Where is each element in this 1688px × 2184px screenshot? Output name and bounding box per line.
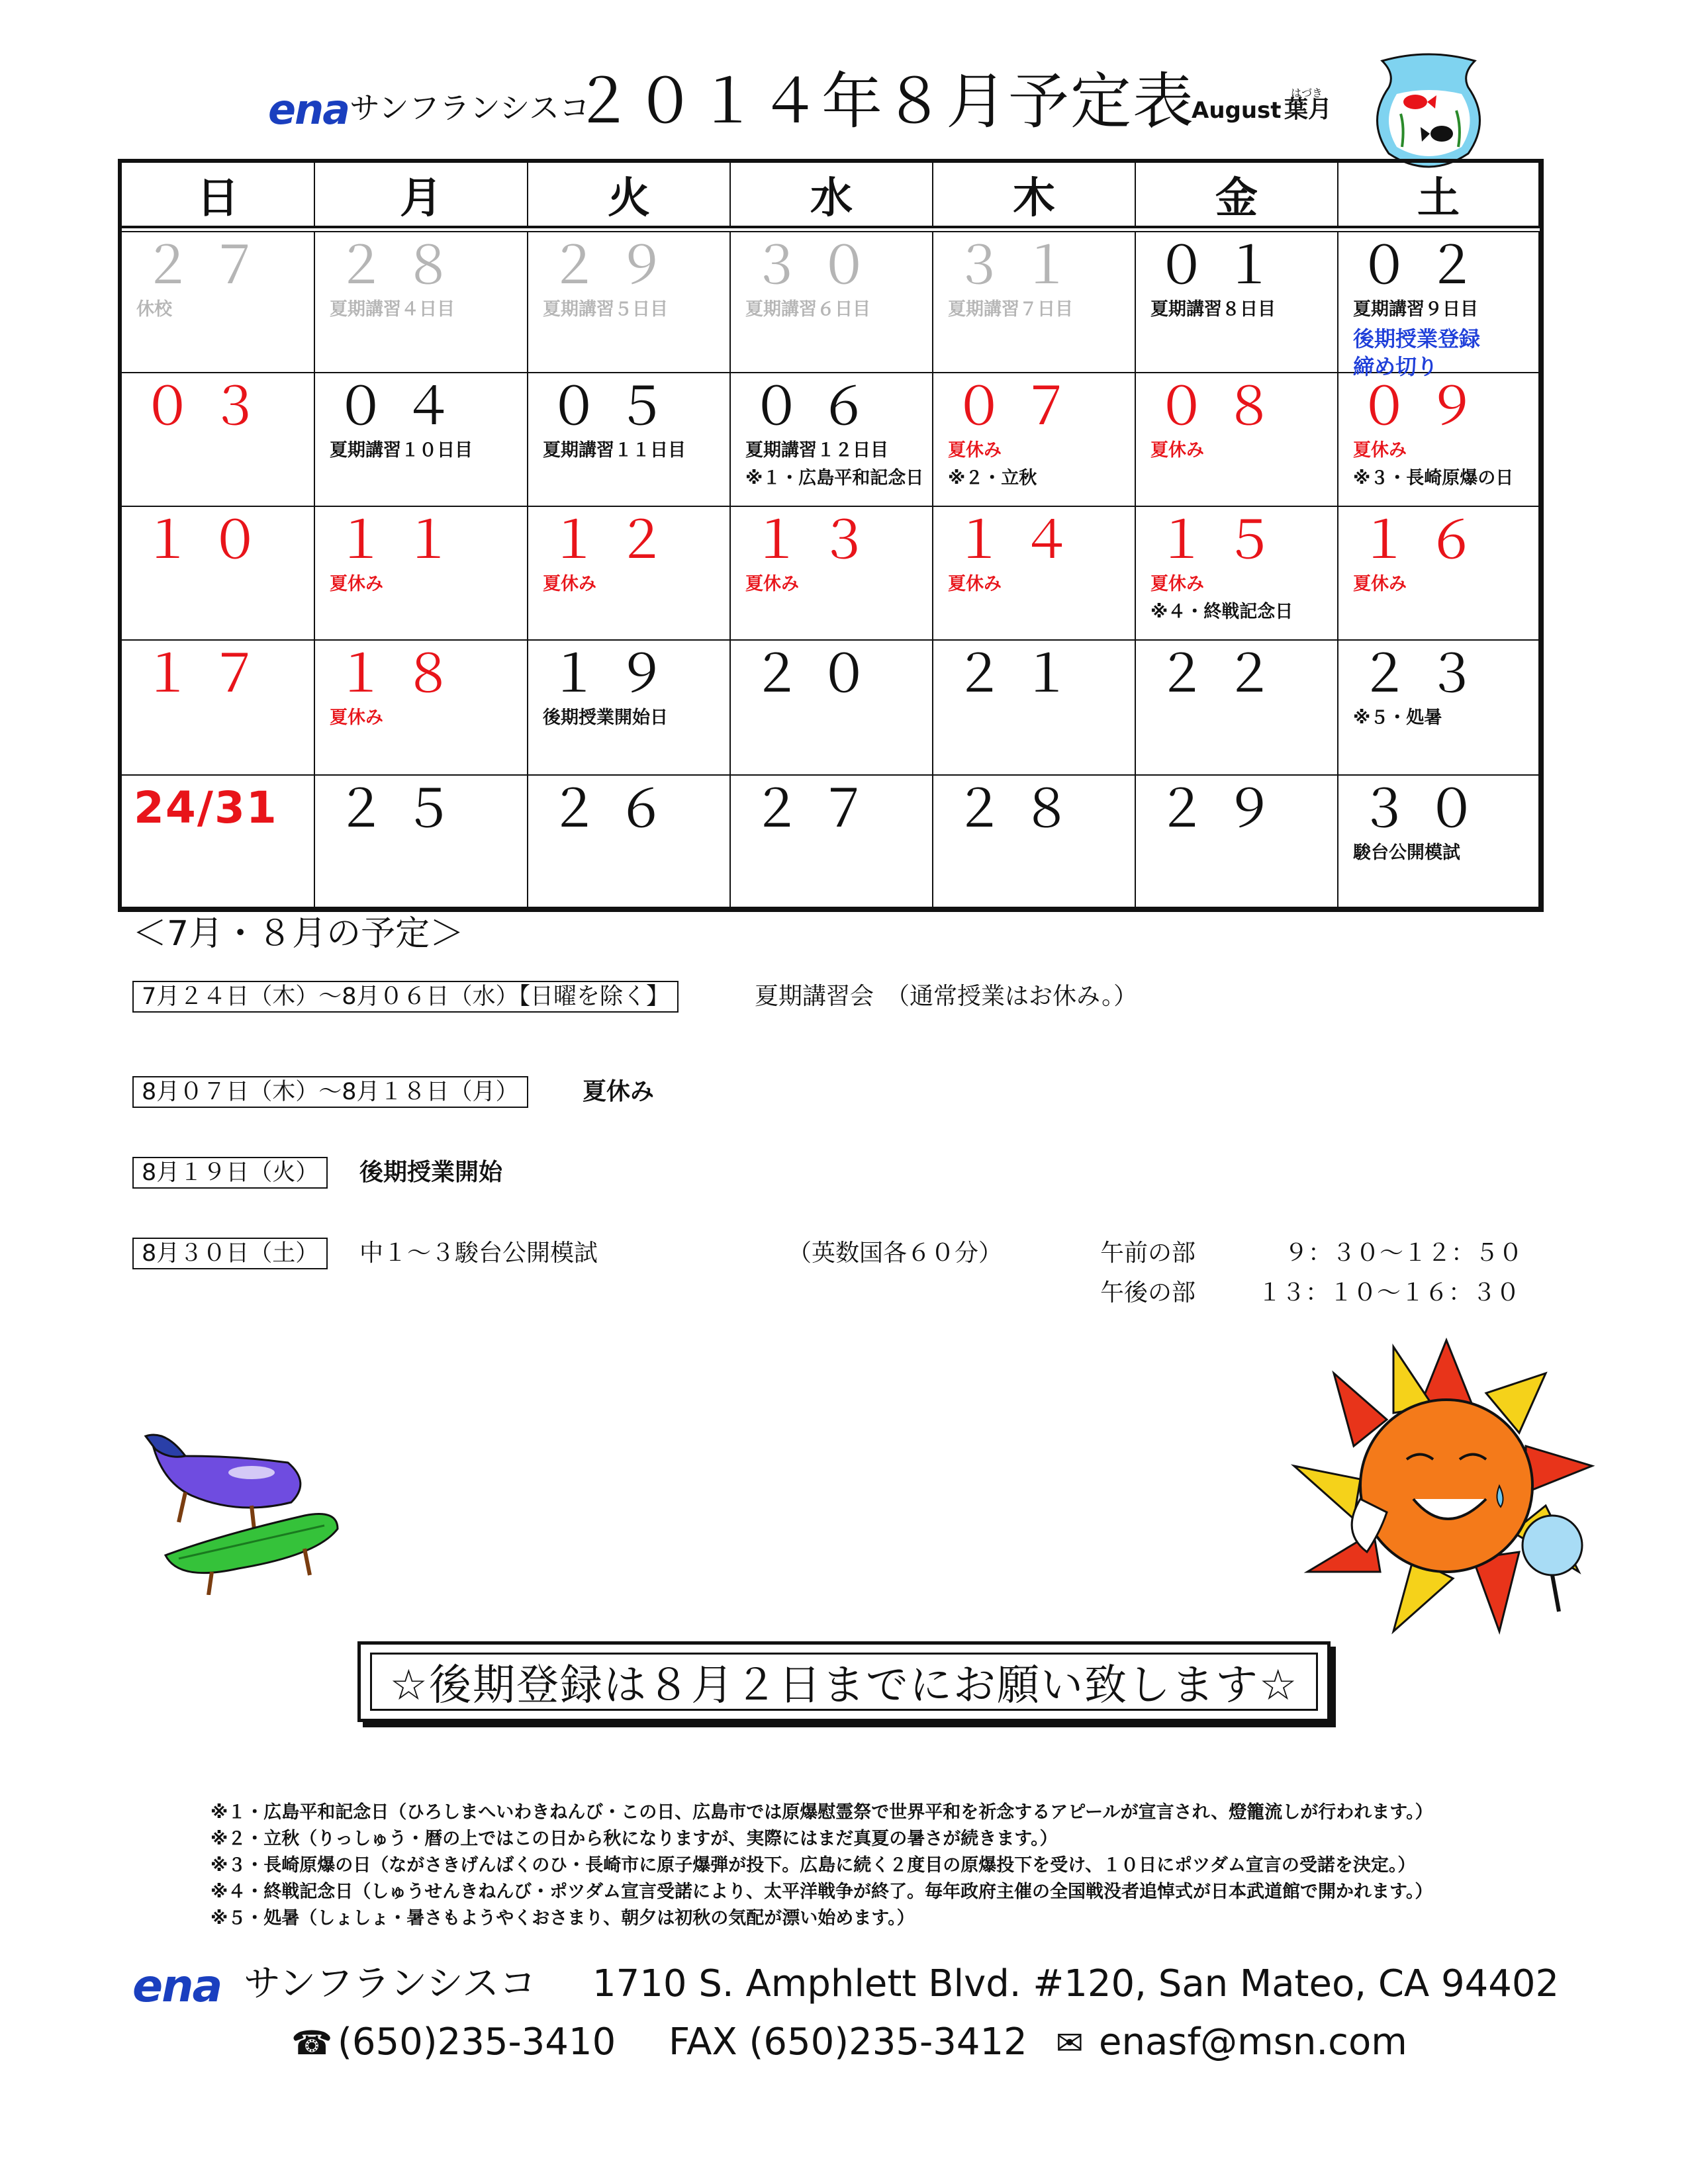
schedule-text-4: 中１～３駿台公開模試 [359,1240,598,1267]
day-note: 休校 [136,299,172,320]
day-number: ２１ [953,645,1089,704]
day-note: 夏期講習５日目 [543,299,668,320]
schedule-text-3: 後期授業開始 [359,1159,503,1186]
calendar-day-cell [122,641,315,776]
day-number: ０９ [1358,377,1494,437]
footer-ena-logo: ena [132,1960,222,2013]
goldfish-bowl-illustration [1362,48,1495,173]
schedule-date-2: 8月０７日（木）～8月１８日（月） [132,1076,528,1108]
day-number: １９ [548,645,684,704]
day-note: ※１・広島平和記念日 [745,468,924,488]
sun-character-illustration [1281,1334,1612,1645]
footer-phone: (650)235-3410 [338,2021,616,2064]
registration-notice-text: ☆後期登録は８月２日までにお願い致します☆ [370,1653,1318,1711]
day-number: ２３ [1358,645,1494,704]
day-number: ２８ [335,236,471,296]
eggplant-cucumber-illustration [139,1430,351,1595]
footer-fax: FAX (650)235-3412 [669,2021,1027,2064]
day-note: ※２・立秋 [948,468,1037,488]
footer-email[interactable]: enasf@msn.com [1099,2021,1407,2064]
calendar-day-cell [933,507,1136,641]
calendar-day-cell [731,507,933,641]
morning-session-time: ９：３０～１２：５０ [1284,1240,1523,1267]
weekday-header: 金 [1136,163,1338,226]
day-number: ２２ [1156,645,1291,704]
day-note: 夏休み [1353,574,1407,594]
weekday-header: 火 [528,163,731,226]
calendar-day-cell [122,507,315,641]
day-note: 夏休み [330,574,383,594]
day-note: 夏期講習８日目 [1150,299,1276,320]
day-number: 24/31 [134,782,278,833]
calendar-day-cell [731,776,933,908]
day-number: ３１ [953,236,1089,296]
calendar-day-cell [731,232,933,373]
month-japanese: 葉月 [1284,96,1333,123]
calendar-day-cell [528,776,731,908]
brand-name: サンフランシスコ [350,90,590,126]
calendar-grid [118,159,1544,912]
day-note: 夏期講習１０日目 [330,440,473,461]
footer-brand-name: サンフランシスコ [244,1962,537,2005]
day-note: 夏期講習７日目 [948,299,1073,320]
day-number: ２７ [142,236,277,296]
day-number: １６ [1358,511,1494,570]
calendar-day-cell [122,373,315,507]
calendar-day-cell [528,641,731,776]
calendar-day-cell [1338,232,1540,379]
footnote-5: ※５・処暑（しょしょ・暑さもようやくおさまり、朝夕は初秋の気配が漂い始めます。） [211,1908,915,1929]
day-number: １２ [548,511,684,570]
day-number: １５ [1156,511,1291,570]
calendar-day-cell [731,373,933,507]
weekday-header: 日 [122,163,315,226]
day-note: 夏休み [948,574,1002,594]
calendar-day-cell [315,232,528,373]
day-number: ２９ [548,236,684,296]
day-note: 夏期講習４日目 [330,299,455,320]
day-number: ０５ [548,377,684,437]
phone-icon: ☎ [291,2024,333,2062]
day-note: 後期授業開始日 [543,707,668,728]
day-note: 締め切り [1353,354,1438,379]
day-number: １７ [142,645,277,704]
day-number: ２０ [751,645,886,704]
day-note: 駿台公開模試 [1353,842,1460,863]
day-number: ０１ [1156,236,1291,296]
day-note: 夏休み [1150,440,1204,461]
day-number: ２７ [751,780,886,839]
day-number: ０８ [1156,377,1291,437]
day-number: １４ [953,511,1089,570]
calendar-day-cell [1136,776,1338,908]
day-note: ※５・処暑 [1353,707,1442,728]
footnote-2: ※２・立秋（りっしゅう・暦の上ではこの日から秋になりますが、実際にはまだ真夏の暑さが続きます。） [211,1829,1058,1849]
schedule-date-4: 8月３０日（土） [132,1238,328,1269]
calendar-day-cell [1136,507,1338,641]
day-number: ２６ [548,780,684,839]
day-number: ３０ [751,236,886,296]
day-number: ２９ [1156,780,1291,839]
day-note: 夏休み [745,574,799,594]
calendar-day-cell [315,776,528,908]
day-note: 夏期講習９日目 [1353,299,1478,320]
day-number: １１ [335,511,471,570]
ena-logo: ena [268,85,350,134]
calendar-day-cell [315,641,528,776]
day-number: ３０ [1358,780,1494,839]
page-title: ２０１４年８月予定表 [573,66,1196,137]
schedule-date-1: 7月２４日（木）～8月０６日（水）【日曜を除く】 [132,981,679,1013]
month-english: August [1192,97,1282,124]
day-number: ０３ [142,377,277,437]
day-number: １３ [751,511,886,570]
calendar-day-cell [528,232,731,373]
footnote-4: ※４・終戦記念日（しゅうせんきねんび・ポツダム宣言受諾により、太平洋戦争が終了。毎年政府主催の全国戦没者追悼式が日本武道館で開かれます。） [211,1882,1433,1902]
calendar-day-cell [122,232,315,373]
day-number: ２５ [335,780,471,839]
calendar-day-cell [528,373,731,507]
day-number: １８ [335,645,471,704]
registration-notice [357,1641,1331,1722]
calendar-day-cell [1136,232,1338,373]
weekday-header: 月 [315,163,528,226]
day-note: 夏休み [948,440,1002,461]
weekday-header: 木 [933,163,1136,226]
calendar-day-cell [528,507,731,641]
afternoon-session-label: 午後の部 [1100,1279,1196,1306]
calendar-day-cell [1338,641,1540,776]
morning-session-label: 午前の部 [1100,1240,1196,1267]
schedule-date-3: 8月１９日（火） [132,1157,328,1189]
day-note: 夏休み [543,574,596,594]
calendar-day-cell [315,373,528,507]
calendar-day-cell [933,641,1136,776]
footnote-1: ※１・広島平和記念日（ひろしまへいわきねんび・この日、広島市では原爆慰霊祭で世界平和を祈念するアピールが宣言され、燈籠流しが行われます。） [211,1802,1433,1823]
weekday-header: 水 [731,163,933,226]
footer-address: 1710 S. Amphlett Blvd. #120, San Mateo, CA 94402 [592,1962,1560,2005]
schedule-text-1: 夏期講習会 （通常授業はお休み。） [755,983,1138,1010]
footnote-3: ※３・長崎原爆の日（ながさきげんばくのひ・長崎市に原子爆弾が投下。広島に続く２度目の原爆投下を受け、１０日にポツダム宣言の受諾を決定。） [211,1855,1416,1876]
calendar-day-cell [731,641,933,776]
weekday-header: 土 [1338,163,1540,226]
day-note: 夏休み [1150,574,1204,594]
day-note: ※４・終戦記念日 [1150,602,1293,622]
calendar-day-cell [122,776,315,908]
header-divider [122,226,1540,228]
mail-icon: ✉ [1056,2024,1084,2062]
afternoon-session-time: １３：１０～１６：３０ [1258,1279,1521,1306]
calendar-day-cell [933,373,1136,507]
day-note: 夏休み [1353,440,1407,461]
calendar-day-cell [1338,373,1540,507]
day-number: ０６ [751,377,886,437]
calendar-day-cell [1338,776,1540,908]
day-note: ※３・長崎原爆の日 [1353,468,1514,488]
day-note: 夏期講習１２日目 [745,440,888,461]
calendar-day-cell [933,232,1136,373]
day-note: 夏期講習６日目 [745,299,870,320]
schedule-heading: ＜7月・８月の予定＞ [132,914,465,954]
day-number: １０ [142,511,277,570]
schedule-subtext-4: （英数国各６０分） [788,1240,1003,1267]
day-note: 夏期講習１１日目 [543,440,686,461]
day-number: ０２ [1358,236,1494,296]
calendar-day-cell [1136,641,1338,776]
calendar-day-cell [933,776,1136,908]
schedule-text-2: 夏休み [583,1078,655,1105]
day-number: ０７ [953,377,1089,437]
calendar-day-cell [1136,373,1338,507]
day-note: 夏休み [330,707,383,728]
day-note: 後期授業登録 [1353,326,1481,351]
month-ruby: はづき [1291,87,1323,99]
calendar-day-cell [315,507,528,641]
day-number: ２８ [953,780,1089,839]
day-number: ０４ [335,377,471,437]
calendar-day-cell [1338,507,1540,641]
